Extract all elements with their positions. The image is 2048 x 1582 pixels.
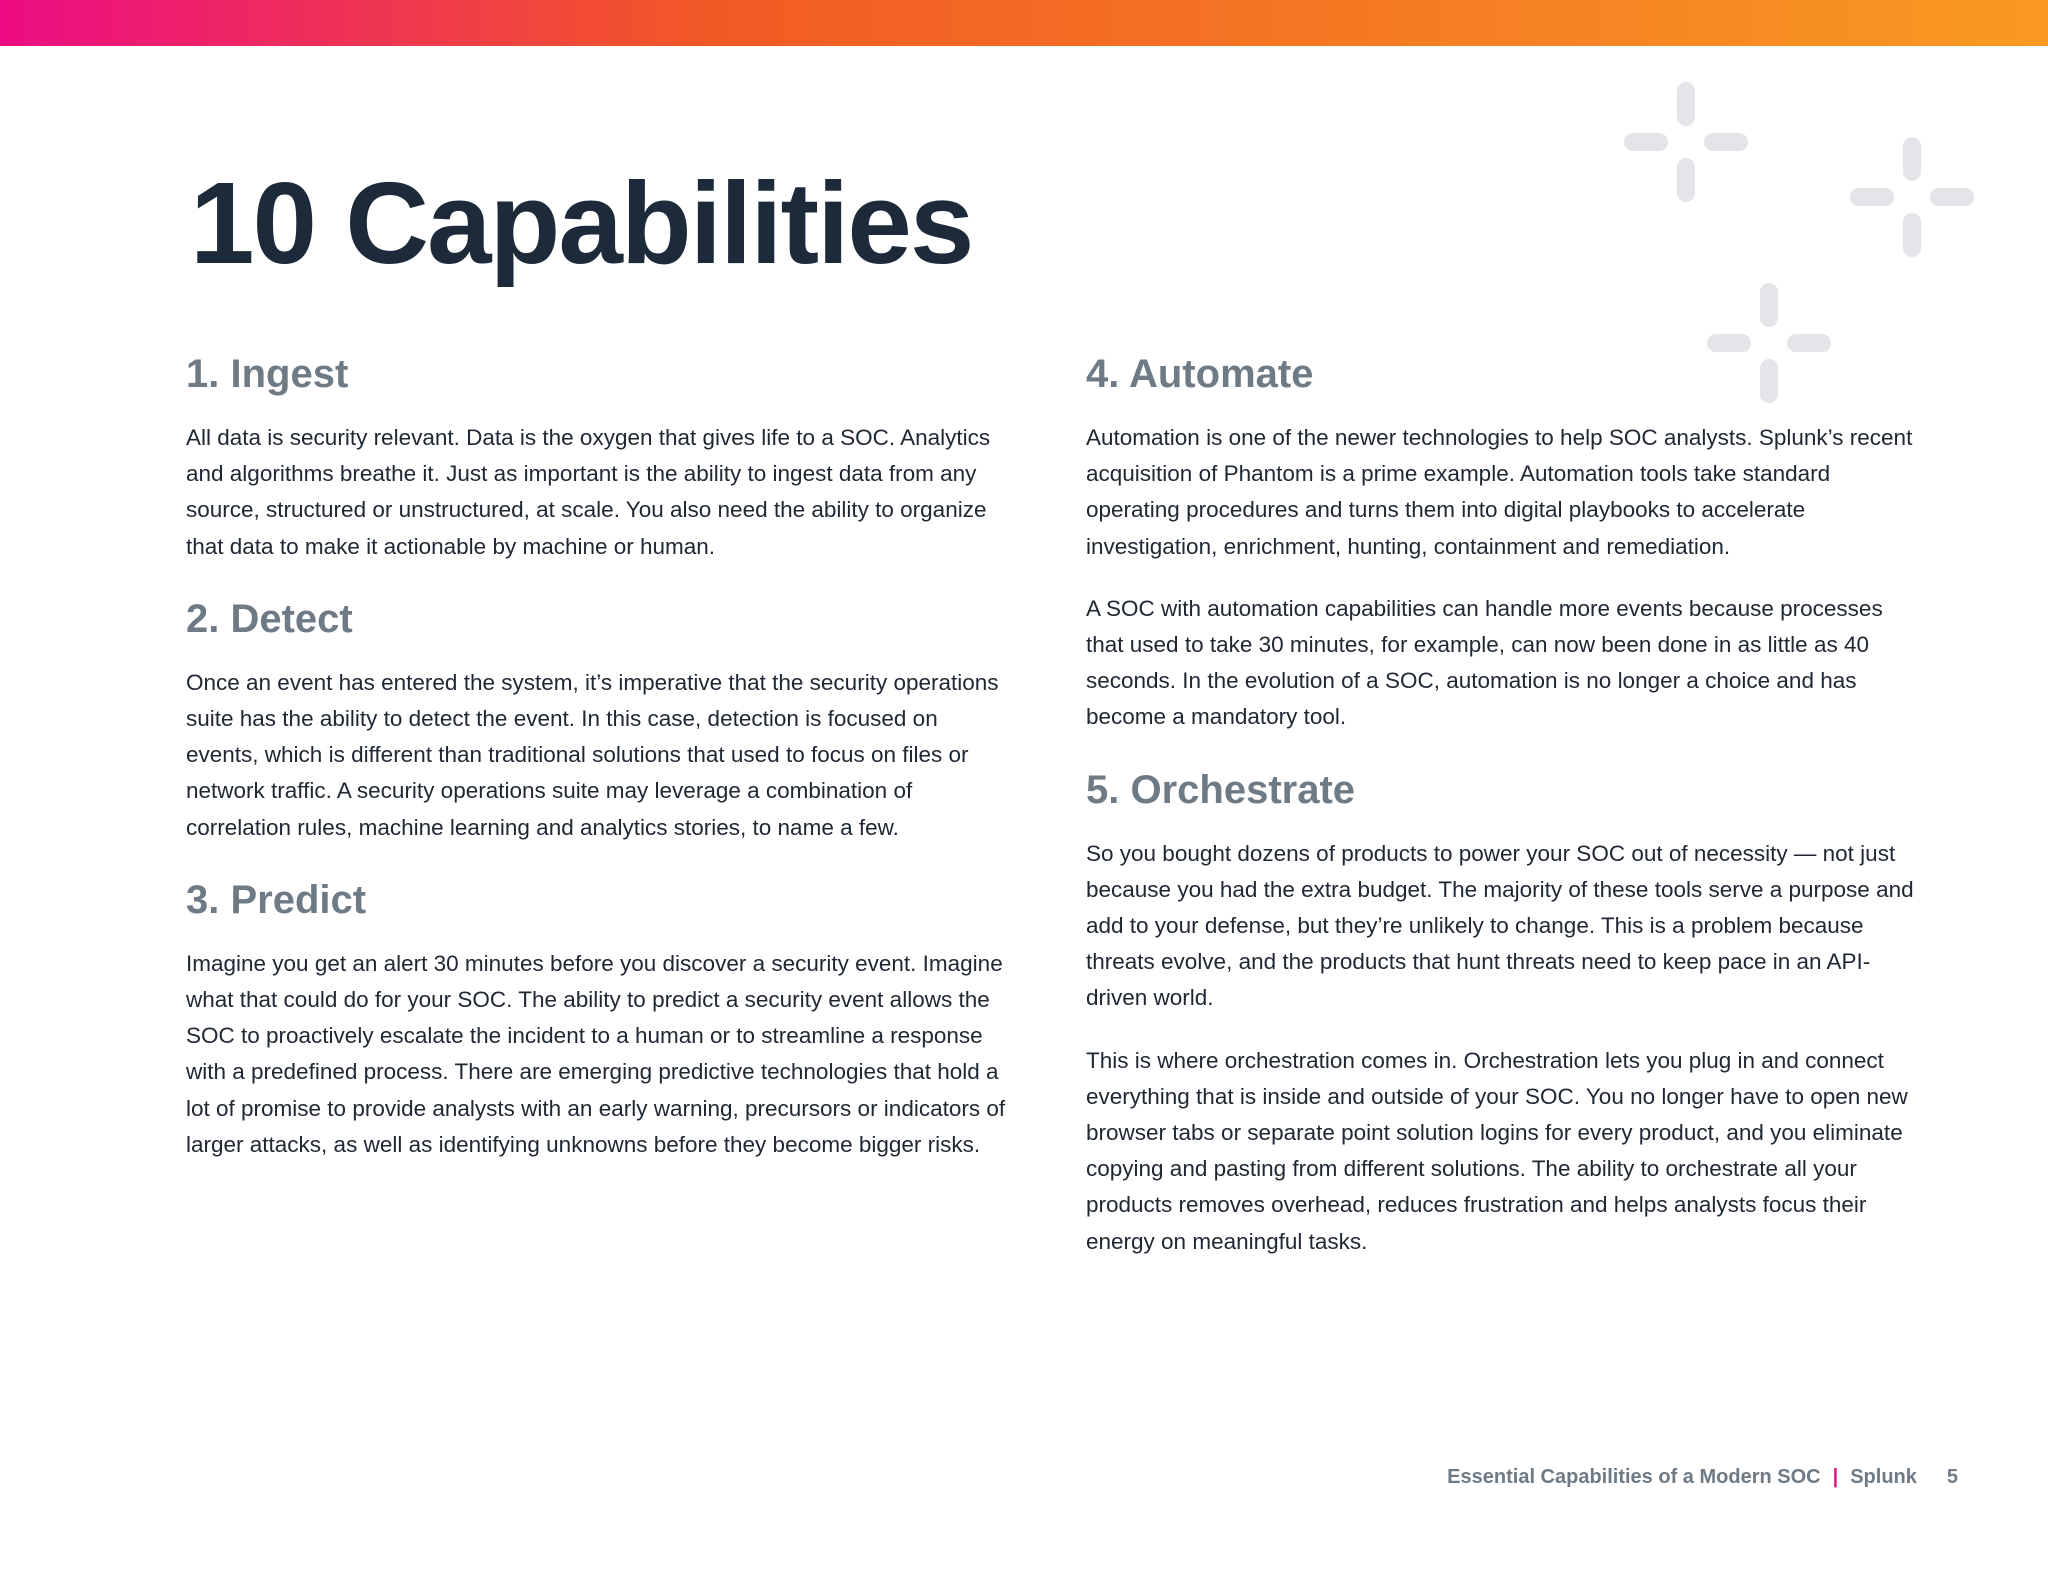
footer-separator: | bbox=[1832, 1466, 1839, 1488]
section-heading: 3. Predict bbox=[186, 877, 367, 922]
section-paragraph: A SOC with automation capabilities can handle more events because processes that used to take 30 minutes, for example, can now been done in as little as 40 seconds. In the evolution of a SOC, automation is no longer a choice and has become a mandatory tool. bbox=[1086, 595, 1883, 730]
top-gradient-bar bbox=[0, 0, 2048, 46]
section-heading: 4. Automate bbox=[1086, 352, 1314, 396]
section-paragraph: So you bought dozens of products to power your SOC out of necessity — not just because you had the extra budget. The majority of these tools serve a purpose and add to your defense, but they’re unlikely to change. This is a problem because threats evolve, and the products that hunt threats need to keep pace in an API-driven world. bbox=[1086, 840, 1914, 1011]
sparkle-icon bbox=[1624, 82, 1748, 202]
page-footer bbox=[1447, 1466, 1958, 1489]
page-number: 5 bbox=[1946, 1466, 1958, 1488]
section-ingest bbox=[186, 350, 1016, 565]
section-paragraph: Imagine you get an alert 30 minutes before you discover a security event. Imagine what that could do for your SOC. The ability to predict a security event allows the SOC to proactively escalate the incident to a human or to streamline a response with a predefined process. There are emerging predictive technologies that hold a lot of promise to provide analysts with an early warning, precursors or indicators of larger attacks, as well as identifying unknowns before they become bigger risks. bbox=[186, 950, 1006, 1157]
section-paragraph: This is where orchestration comes in. Orchestration lets you plug in and connect everything that is inside and outside of your SOC. You no longer have to open new browser tabs or separate point solution logins for every product, and you eliminate copying and pasting from different solutions. The ability to orchestrate all your products removes overhead, reduces frustration and helps analysts focus their energy on meaningful tasks. bbox=[1086, 1047, 1908, 1254]
footer-doc-title: Essential Capabilities of a Modern SOC bbox=[1447, 1466, 1821, 1488]
section-heading: 5. Orchestrate bbox=[1086, 767, 1356, 812]
section-heading: 1. Ingest bbox=[186, 352, 349, 396]
left-column bbox=[186, 350, 1016, 1189]
section-orchestrate bbox=[1086, 766, 1916, 1260]
sparkle-icon bbox=[1850, 137, 1974, 257]
section-paragraph: Once an event has entered the system, it’s imperative that the security operations suite has the ability to detect the event. In this case, detection is focused on events, which is different than traditional solutions that used to focus on files or network traffic. A security operations suite may leverage a combination of correlation rules, machine learning and analytics stories, to name a few. bbox=[186, 669, 999, 840]
page-title: 10 Capabilities bbox=[190, 158, 973, 288]
right-column bbox=[1086, 350, 1916, 1286]
footer-brand: Splunk bbox=[1850, 1466, 1917, 1488]
section-paragraph: All data is security relevant. Data is the oxygen that gives life to a SOC. Analytics and algorithms breathe it. Just as important is the ability to ingest data from any source, structured or unstructured, at scale. You also need the ability to organize that data to make it actionable by machine or human. bbox=[186, 425, 991, 559]
section-predict bbox=[186, 876, 1016, 1163]
section-paragraph: Automation is one of the newer technologies to help SOC analysts. Splunk’s recent acquisition of Phantom is a prime example. Automation tools take standard operating procedures and turns them into digital playbooks to accelerate investigation, enrichment, hunting, containment and remediation. bbox=[1086, 425, 1913, 559]
section-detect bbox=[186, 595, 1016, 846]
section-automate bbox=[1086, 350, 1916, 736]
section-heading: 2. Detect bbox=[186, 596, 353, 641]
